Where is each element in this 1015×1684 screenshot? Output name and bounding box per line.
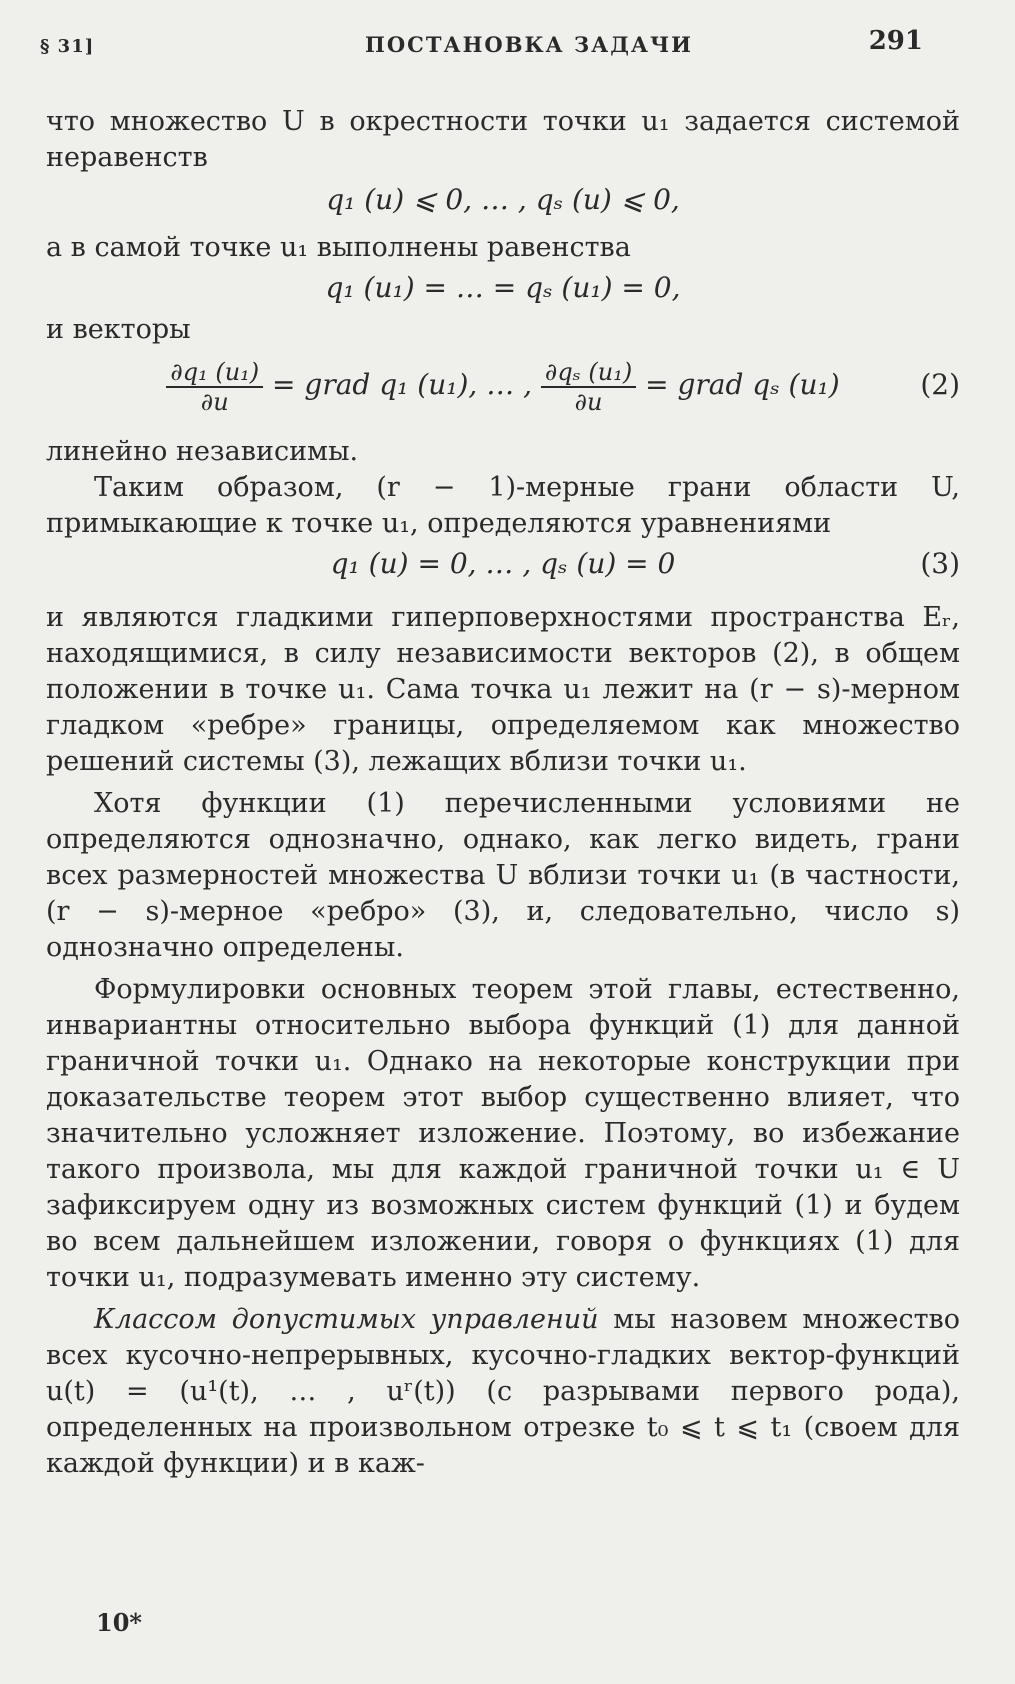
section-marker: § 31] — [40, 36, 95, 57]
fraction-2-numerator: ∂qₛ (u₁) — [541, 358, 636, 388]
paragraph-5: Таким образом, (r − 1)-мерные грани области U, примыкающие к точке u₁, определяются уравнениями — [46, 472, 960, 539]
paragraph-1: что множество U в окрестности точки u₁ задается системой неравенств — [46, 106, 960, 173]
paragraph-7: Хотя функции (1) перечисленными условиями не определяются однозначно, однако, как легко видеть, грани всех размерностей множества U вблизи точки u₁ (в частности, (r − s)-мерное «ребро» (3), и, следовательно, число s) однозначно определены. — [46, 788, 960, 963]
formula-gradients-middle: = grad q₁ (u₁), … , — [272, 368, 532, 401]
fraction-2 — [541, 358, 636, 416]
running-title: ПОСТАНОВКА ЗАДАЧИ — [365, 32, 694, 57]
paragraph-9 — [46, 1302, 960, 1482]
paragraph-6: и являются гладкими гиперповерхностями пространства Eᵣ, находящимися, в силу независимости векторов (2), в общем положении в точке u₁. Сама точка u₁ лежит на (r − s)-мерном гладком «ребре» границы, определяемом как множество решений системы (3), лежащих вблизи точки u₁. — [46, 602, 960, 777]
formula-gradients — [46, 354, 960, 416]
equation-number-2: (2) — [920, 368, 960, 401]
formula-faces — [46, 546, 960, 582]
signature-mark: 10* — [96, 1608, 142, 1637]
fraction-1-numerator: ∂q₁ (u₁) — [166, 358, 263, 388]
page-body — [46, 104, 960, 1482]
paragraph-8: Формулировки основных теорем этой главы, естественно, инвариантны относительно выбора функций (1) для данной граничной точки u₁. Однако на некоторые конструкции при доказательстве теорем этот выбор существенно влияет, что значительно усложняет изложение. Поэтому, во избежание такого произвола, мы для каждой граничной точки u₁ ∈ U зафиксируем одну из возможных систем функций (1) и будем во всем дальнейшем изложении, говоря о функциях (1) для точки u₁, подразумевать именно эту систему. — [46, 974, 960, 1293]
formula-faces-text: q₁ (u) = 0, … , qₛ (u) = 0 — [330, 547, 676, 580]
fraction-1 — [166, 358, 263, 416]
fraction-1-denominator: ∂u — [200, 387, 229, 416]
formula-gradients-end: = grad qₛ (u₁) — [645, 368, 840, 401]
page-number: 291 — [868, 26, 923, 56]
running-header — [0, 26, 1015, 62]
equation-number-3: (3) — [920, 547, 960, 580]
formula-inequalities: q₁ (u) ⩽ 0, … , qₛ (u) ⩽ 0, — [326, 183, 680, 216]
paragraph-2: а в самой точке u₁ выполнены равенства — [46, 232, 631, 263]
paragraph-4: линейно независимы. — [46, 436, 359, 467]
formula-equalities: q₁ (u₁) = … = qₛ (u₁) = 0, — [325, 271, 681, 304]
fraction-2-denominator: ∂u — [574, 387, 603, 416]
definition-term: Классом допустимых управлений — [94, 1304, 599, 1335]
paragraph-9-text: мы назовем множество всех кусочно-непрерывных, кусочно-гладких вектор-функций u(t) = (u¹(t), … , uʳ(t)) (с разрывами первого рода), определенных на произвольном отрезке t₀ ⩽ t ⩽ t₁ (своем для каждой функции) и в каж- — [46, 1304, 961, 1479]
paragraph-3: и векторы — [46, 314, 191, 345]
